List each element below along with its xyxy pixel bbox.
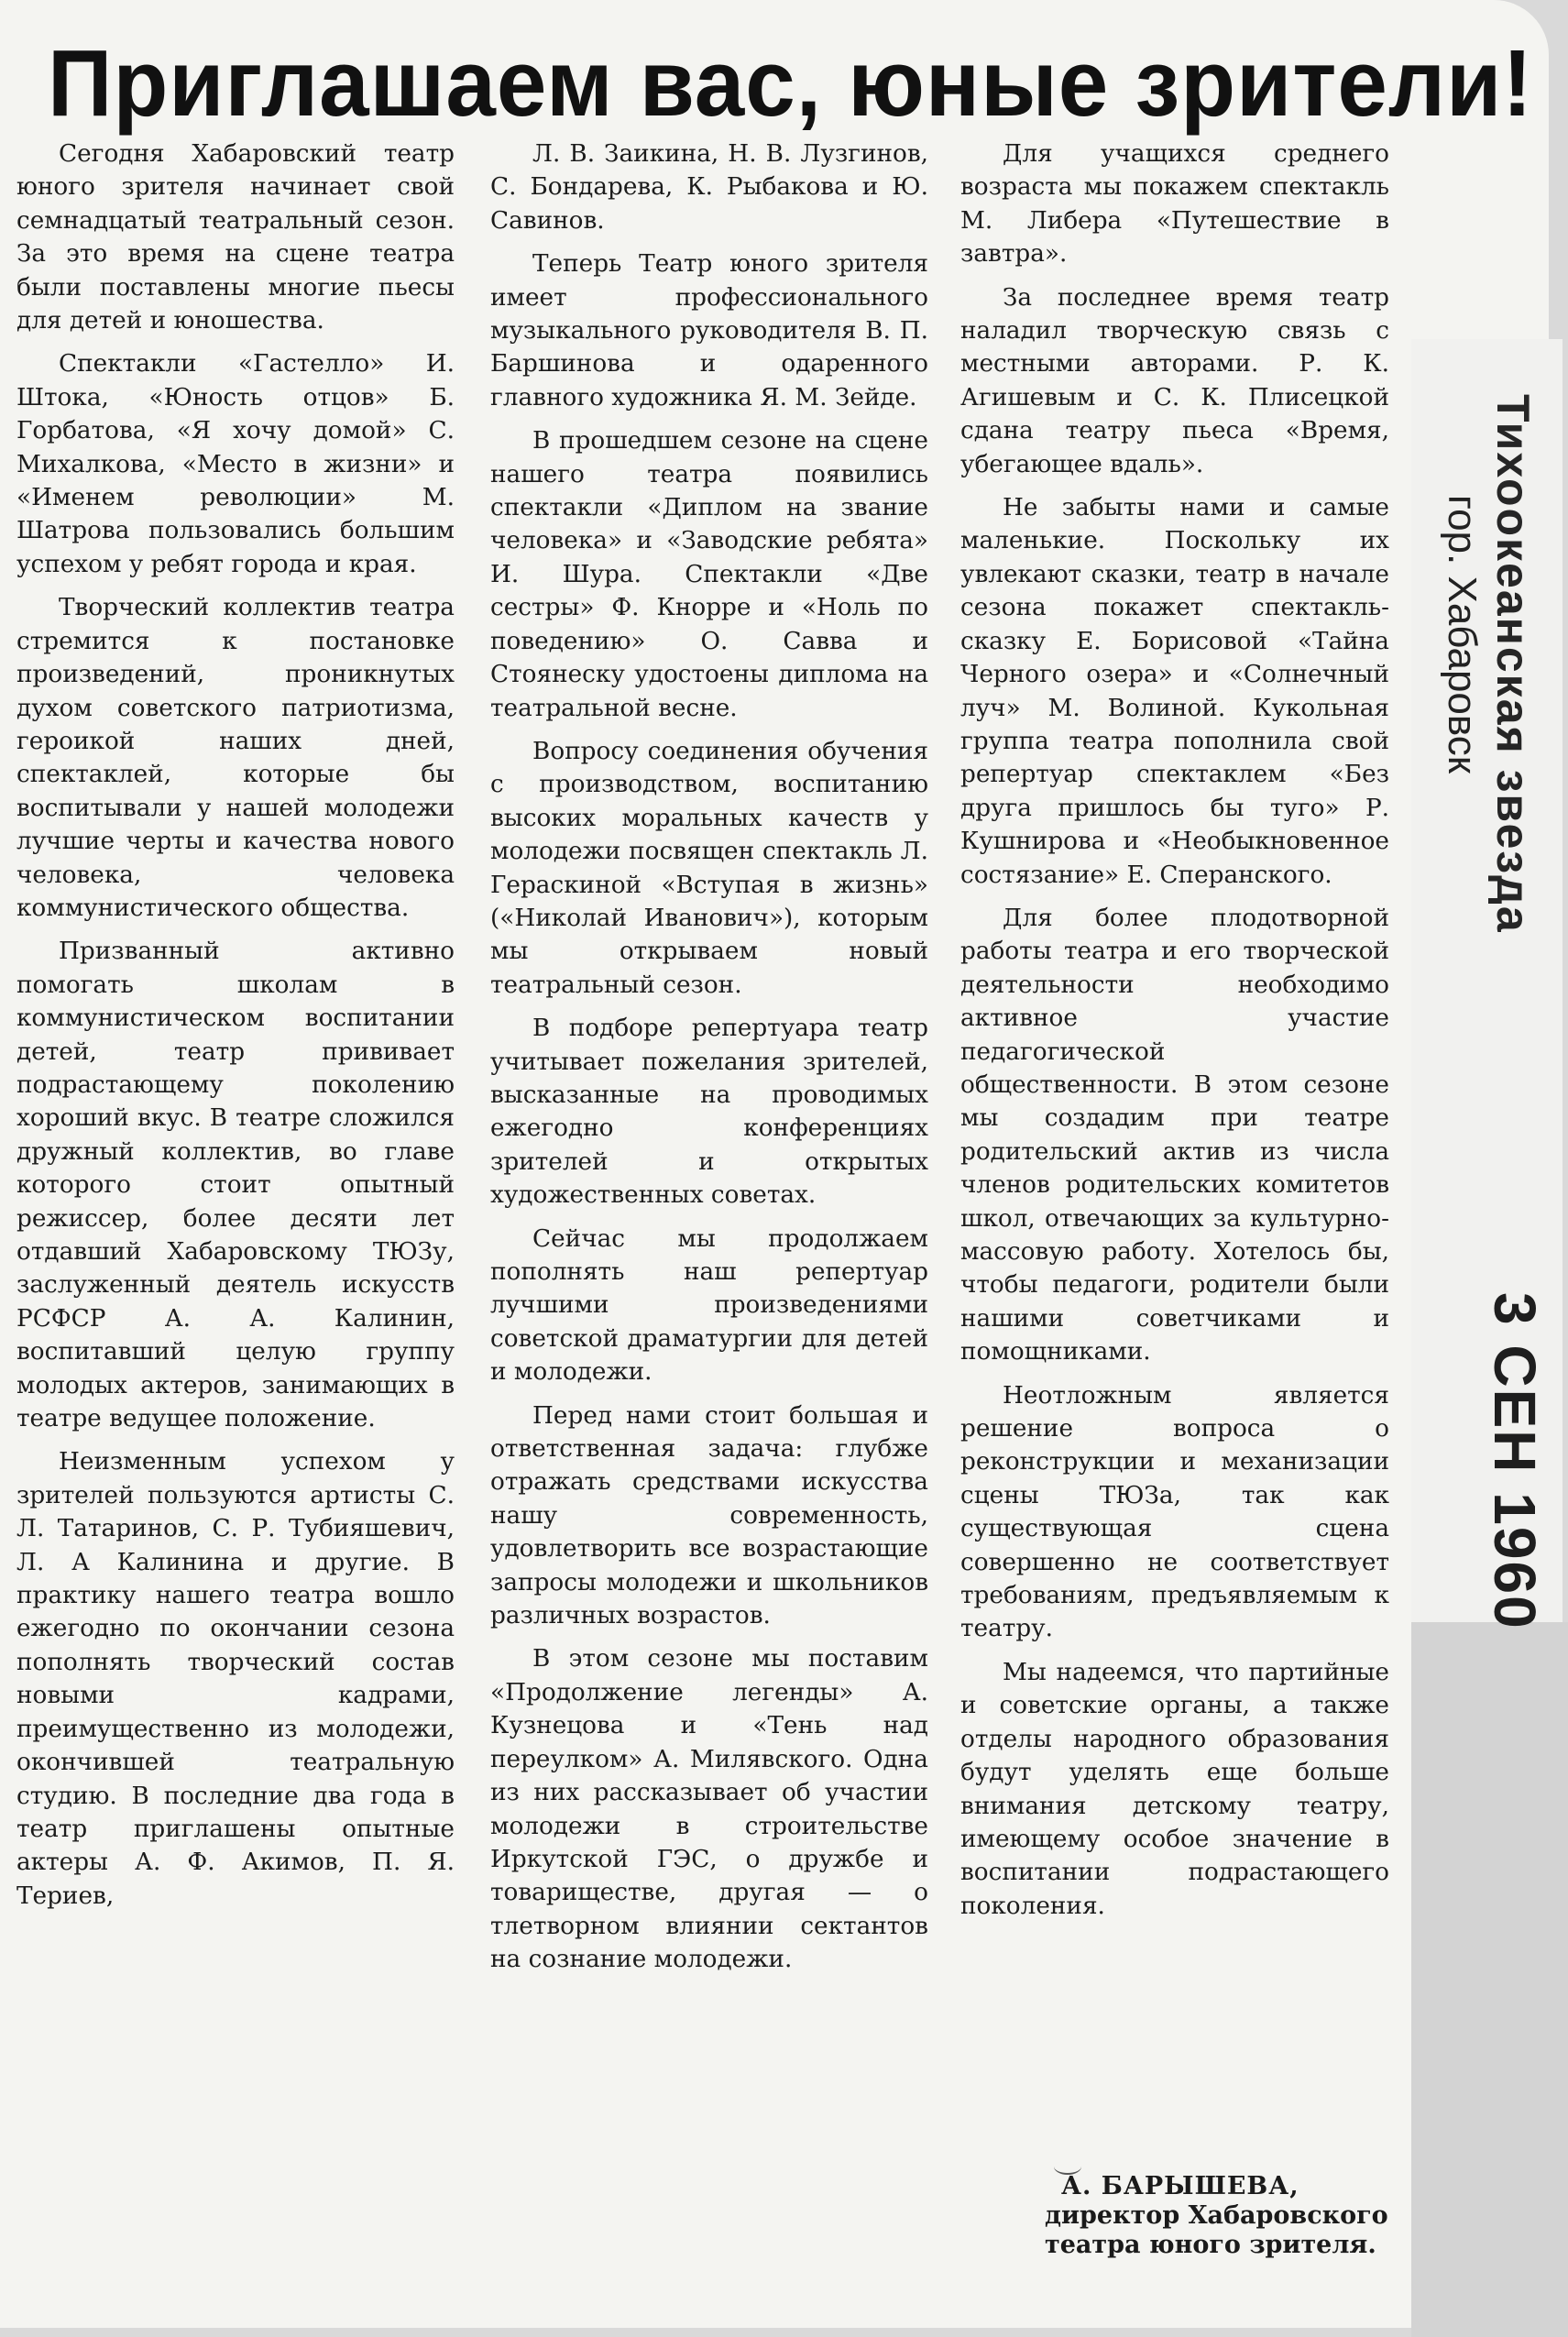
article-paragraph: За последнее время театр наладил творческую связь с местными авторами. Р. К. Агишевым и С. К. Плисецкой сдана театру пьеса «Время, убегающее вдаль». [960, 283, 1389, 478]
article-column-3 [960, 137, 1389, 1933]
article-title: Приглашаем вас, юные зрители! [48, 29, 1533, 136]
article-paragraph: Призванный активно помогать школам в коммунистическом воспитании детей, театр прививает подрастающему поколению хороший вкус. В театре сложился дружный коллектив, во главе которого стоит опытный режиссер, более десяти лет отдавший Хабаровскому ТЮЗу, заслуженный деятель искусств РСФСР А. А. Калинин, воспитавший целую группу молодых актеров, занимающих в театре ведущее положение. [16, 938, 455, 1433]
newspaper-stamp: Тихоокеанская звезда [1487, 394, 1539, 934]
article-paragraph: Сегодня Хабаровский театр юного зрителя начинает свой семнадцатый театральный сезон. За это время на сцене театра были поставлены многие пьесы для детей и юношества. [16, 140, 455, 335]
scan-background [1411, 1622, 1568, 2337]
article-paragraph: Для учащихся среднего возраста мы покажем спектакль М. Либера «Путешествие в завтра». [960, 140, 1389, 269]
article-paragraph: Сейчас мы продолжаем пополнять наш репертуар лучшими произведениями советской драматургии для детей и молодежи. [490, 1224, 928, 1387]
article-paragraph: Творческий коллектив театра стремится к постановке произведений, проникнутых духом советского патриотизма, героикой наших дней, спектаклей, которые бы воспитывали у нашей молодежи лучшие черты и качества нового человека, человека коммунистического общества. [16, 594, 455, 922]
author-name: А. БАРЫШЕВА, [1061, 2172, 1299, 2200]
article-paragraph: Не забыты нами и самые маленькие. Поскольку их увлекают сказки, театр в начале сезона покажет спектакль-сказку Е. Борисовой «Тайна Черного озера» и «Солнечный луч» М. Волиной. Кукольная группа театра пополнила свой репертуар спектаклем «Без друга пришлось бы туго» Р. Кушнирова и «Необыкновенное состязание» Е. Сперанского. [960, 494, 1389, 889]
article-column-2 [490, 137, 928, 1987]
article-column-1 [16, 137, 455, 1923]
article-paragraph: Перед нами стоит большая и ответственная задача: глубже отражать средствами искусства нашу современность, удовлетворить все возрастающие запросы молодежи и школьников различных возрастов. [490, 1401, 928, 1630]
article-paragraph: Неотложным является решение вопроса о реконструкции и механизации сцены ТЮЗа, так как существующая сцена совершенно не соответствует требованиям, предъявляемым к театру. [960, 1381, 1389, 1643]
article-signature [1045, 2172, 1393, 2260]
article-paragraph: Теперь Театр юного зрителя имеет профессионального музыкального руководителя В. П. Баршинова и одаренного главного художника Я. М. Зейде. [490, 250, 928, 411]
article-paragraph: В подборе репертуара театр учитывает пожелания зрителей, высказанные на проводимых ежегодно конференциях зрителей и открытых художественных советах. [490, 1015, 928, 1210]
article-paragraph: Для более плодотворной работы театра и его творческой деятельности необходимо активное участие педагогической общественности. В этом сезоне мы создадим при театре родительский актив из числа членов родительских комитетов школ, отвечающих за культурно-массовую работу. Хотелось бы, чтобы педагоги, родители были нашими советчиками и помощниками. [960, 904, 1389, 1366]
article-paragraph: Мы надеемся, что партийные и советские органы, а также отделы народного образования будут уделять еще больше внимания детскому театру, имеющему особое значение в воспитании подрастающего поколения. [960, 1658, 1389, 1920]
article-paragraph: В этом сезоне мы поставим «Продолжение легенды» А. Кузнецова и «Тень над переулком» А. Милявского. Одна из них рассказывает об участии молодежи в строительстве Иркутской ГЭС, о дружбе и товариществе, другая — о тлетворном влиянии сектантов на сознание молодежи. [490, 1645, 928, 1974]
article-paragraph: Вопросу соединения обучения с производством, воспитанию высоких моральных качеств у молодежи посвящен спектакль Л. Гераскиной «Вступая в жизнь» («Николай Иванович»), которым мы открываем новый театральный сезон. [490, 737, 928, 999]
article-paragraph: Неизменным успехом у зрителей пользуются артисты С. Л. Татаринов, С. Р. Тубияшевич, Л. А Калинина и другие. В практику нашего театра вошло ежегодно по окончании сезона пополнять творческий состав новыми кадрами, преимущественно из молодежи, окончившей театральную студию. В последние два года в театр приглашены опытные актеры А. Ф. Акимов, П. Я. Териев, [16, 1448, 455, 1910]
date-stamp: 3 СЕН 1960 [1482, 1292, 1548, 1630]
article-paragraph: Спектакли «Гастелло» И. Штока, «Юность отцов» Б. Горбатова, «Я хочу домой» С. Михалкова, «Место в жизни» и «Именем революции» М. Шатрова пользовались большим успехом у ребят города и края. [16, 350, 455, 578]
city-stamp: гор. Хабаровск [1440, 495, 1485, 774]
article-paragraph: Л. В. Заикина, Н. В. Лузгинов, С. Бондарева, К. Рыбакова и Ю. Савинов. [490, 140, 928, 235]
article-paragraph: В прошедшем сезоне на сцене нашего театра появились спектакли «Диплом на звание человека» и «Заводские ребята» И. Шура. Спектакли «Две сестры» Ф. Кнорре и «Ноль по поведению» О. Савва и Стоянеску удостоены диплома на театральной весне. [490, 427, 928, 722]
author-role: директор Хабаровского театра юного зрителя. [1045, 2201, 1388, 2259]
